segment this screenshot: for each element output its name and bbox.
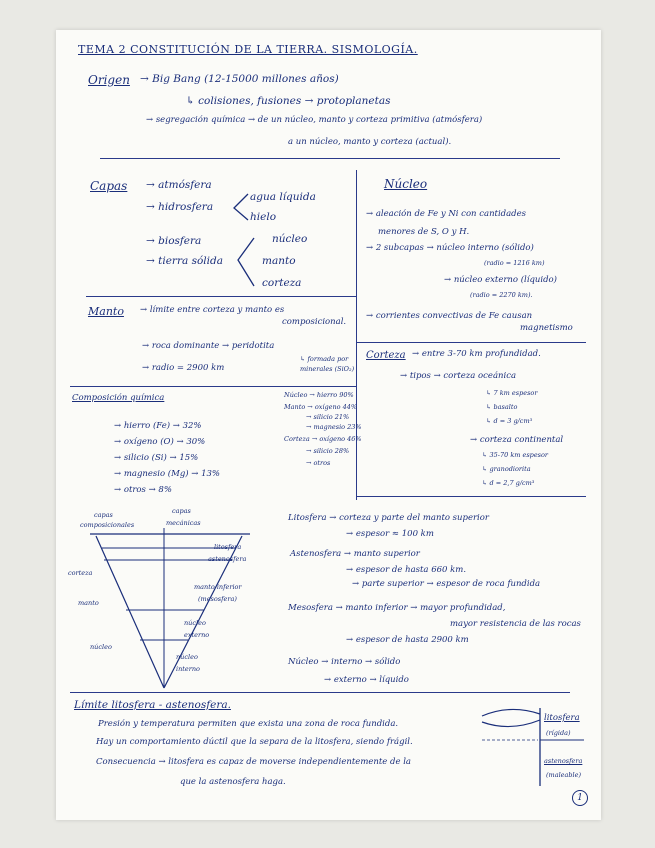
- comp-mg: → magnesio (Mg) → 13%: [114, 469, 220, 479]
- page-number: 1: [572, 790, 588, 806]
- corteza-line-3: ↳ 7 km espesor: [486, 389, 538, 397]
- comp-note-1: Núcleo → hierro 90%: [284, 391, 354, 399]
- nucleo-line-3b: (radio = 1216 km): [484, 259, 545, 267]
- limite-line-2: Hay un comportamiento dúctil que la separa de la litosfera, siendo frágil.: [96, 737, 413, 747]
- capas-hielo: hielo: [250, 211, 277, 223]
- comp-si: → silicio (Si) → 15%: [114, 453, 199, 463]
- nucleo-line-5b: magnetismo: [520, 323, 573, 333]
- diagram-astenosfera: astenosfera: [208, 555, 247, 563]
- manto-label: Manto: [88, 305, 124, 318]
- manto-line-2b: ↳ formada por: [300, 355, 349, 363]
- corteza-line-5: ↳ d = 3 g/cm³: [486, 417, 533, 425]
- diagram-manto-inferior: manto inferior: [194, 583, 242, 591]
- diagram-nucleo-externo-1: núcleo: [184, 619, 206, 627]
- capas-biosfera: → biosfera: [146, 235, 202, 247]
- diagram-mesosfera: (mesosfera): [198, 595, 237, 603]
- page-title: TEMA 2 CONSTITUCIÓN DE LA TIERRA. SISMOLOGÍA.: [78, 43, 418, 56]
- mec-astenosfera: Astenosfera → manto superior: [290, 549, 420, 559]
- nucleo-line-2: menores de S, O y H.: [378, 227, 470, 237]
- diagram-comp-title-2: composicionales: [80, 521, 135, 529]
- nucleo-line-4: → núcleo externo (líquido): [444, 275, 557, 285]
- mec-mesosfera: Mesosfera → manto inferior → mayor profundidad,: [288, 603, 506, 613]
- origen-line-4: a un núcleo, manto y corteza (actual).: [288, 137, 452, 147]
- manto-line-3: → radio = 2900 km: [142, 363, 225, 373]
- diagram-nucleo-externo-2: externo: [184, 631, 210, 639]
- diagram-comp-title-1: capas: [94, 511, 113, 519]
- diagram-corteza: corteza: [68, 569, 93, 577]
- box-litosfera-2: (rígida): [546, 729, 571, 737]
- manto-line-1b: composicional.: [282, 317, 347, 327]
- diagram-nucleo-interno-1: núcleo: [176, 653, 198, 661]
- origen-line-3: → segregación química → de un núcleo, manto y corteza primitiva (atmósfera): [146, 115, 483, 125]
- nucleo-line-5: → corrientes convectivas de Fe causan: [366, 311, 533, 321]
- capas-corteza: corteza: [262, 277, 302, 289]
- manto-line-2: → roca dominante → peridotita: [142, 341, 275, 351]
- corteza-line-8: ↳ granodiorita: [482, 465, 531, 473]
- capas-tierra: → tierra sólida: [146, 255, 223, 267]
- mec-astenosfera-3: → parte superior → espesor de roca fundida: [352, 579, 541, 589]
- diagram-litosfera: litosfera: [214, 543, 242, 551]
- limite-line-4: que la astenosfera haga.: [180, 777, 286, 787]
- limite-line-3: Consecuencia → litosfera es capaz de moverse independientemente de la: [96, 757, 411, 767]
- limite-line-1: Presión y temperatura permiten que exista una zona de roca fundida.: [98, 719, 399, 729]
- box-astenosfera: astenosfera: [544, 757, 583, 765]
- corteza-line-1: → entre 3-70 km profundidad.: [412, 349, 541, 359]
- diagram-mec-title-2: mecánicas: [166, 519, 201, 527]
- comp-note-3: → silicio 21%: [306, 413, 350, 421]
- corteza-line-7: ↳ 35-70 km espesor: [482, 451, 549, 459]
- comp-note-2: Manto → oxígeno 44%: [284, 403, 358, 411]
- nucleo-line-4b: (radio = 2270 km).: [470, 291, 533, 299]
- manto-line-1: → límite entre corteza y manto es: [140, 305, 285, 315]
- divider: [70, 386, 356, 387]
- manto-line-2c: minerales (SiO₂): [300, 365, 355, 373]
- capas-label: Capas: [90, 179, 128, 193]
- diagram-nucleo: núcleo: [90, 643, 112, 651]
- nucleo-label: Núcleo: [384, 177, 428, 191]
- diagram-manto: manto: [78, 599, 99, 607]
- corteza-line-9: ↳ d = 2,7 g/cm³: [482, 479, 535, 487]
- limite-title: Límite litosfera - astenosfera.: [74, 699, 231, 711]
- mec-litosfera: Litosfera → corteza y parte del manto superior: [288, 513, 489, 523]
- origen-label: Origen: [88, 73, 130, 87]
- comp-note-5: Corteza → oxígeno 46%: [284, 435, 362, 443]
- corteza-line-2: → tipos → corteza oceánica: [400, 371, 517, 381]
- mec-nucleo-2: → externo → líquido: [324, 675, 409, 685]
- box-litosfera: litosfera: [544, 713, 580, 723]
- mec-astenosfera-2: → espesor de hasta 660 km.: [346, 565, 467, 575]
- comp-note-7: → otros: [306, 459, 331, 467]
- comp-note-4: → magnesio 23%: [306, 423, 362, 431]
- capas-atmosfera: → atmósfera: [146, 179, 212, 191]
- capas-agua: agua líquida: [250, 191, 316, 203]
- diagram-mec-title-1: capas: [172, 507, 191, 515]
- divider: [356, 496, 586, 497]
- column-divider: [356, 170, 357, 500]
- mec-litosfera-2: → espesor ≈ 100 km: [346, 529, 434, 539]
- corteza-label: Corteza: [366, 350, 406, 361]
- mec-nucleo: Núcleo → interno → sólido: [288, 657, 401, 667]
- capas-manto: manto: [262, 255, 296, 267]
- corteza-line-6: → corteza continental: [470, 435, 564, 445]
- corteza-line-4: ↳ basalto: [486, 403, 518, 411]
- nucleo-line-1: → aleación de Fe y Ni con cantidades: [366, 209, 527, 219]
- earth-layers-cone-diagram: [86, 528, 256, 698]
- comp-otros: → otros → 8%: [114, 485, 172, 495]
- divider: [356, 342, 586, 343]
- mec-mesosfera-2: mayor resistencia de las rocas: [450, 619, 581, 629]
- divider: [100, 158, 560, 159]
- capas-nucleo: núcleo: [272, 233, 308, 245]
- divider: [86, 296, 356, 297]
- brace-icons: [228, 190, 258, 290]
- comp-note-6: → silicio 28%: [306, 447, 350, 455]
- origen-line-1: → Big Bang (12-15000 millones años): [140, 73, 339, 85]
- diagram-nucleo-interno-2: interno: [176, 665, 200, 673]
- comp-label: Composición química: [72, 393, 165, 403]
- mec-mesosfera-3: → espesor de hasta 2900 km: [346, 635, 469, 645]
- divider: [70, 692, 570, 693]
- origen-line-2: ↳ colisiones, fusiones → protoplanetas: [186, 95, 391, 107]
- box-astenosfera-2: (maleable): [546, 771, 581, 779]
- nucleo-line-3: → 2 subcapas → núcleo interno (sólido): [366, 243, 534, 253]
- capas-hidrosfera: → hidrosfera: [146, 201, 214, 213]
- comp-fe: → hierro (Fe) → 32%: [114, 421, 202, 431]
- comp-o: → oxígeno (O) → 30%: [114, 437, 206, 447]
